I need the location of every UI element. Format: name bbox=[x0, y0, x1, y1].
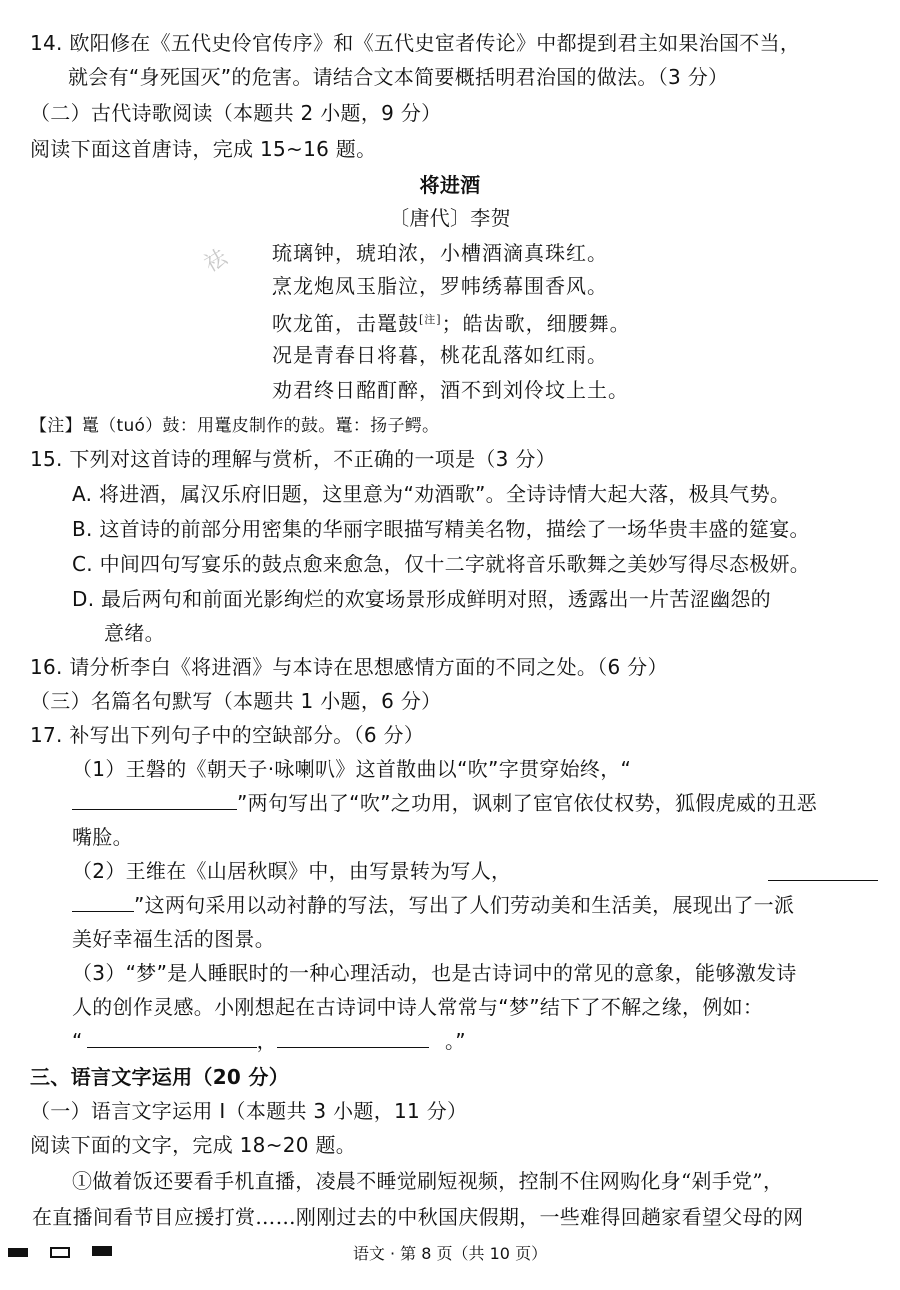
open-quote: “ bbox=[72, 1029, 83, 1053]
section-sub-heading-language-1: （一）语言文字运用 I（本题共 3 小题，11 分） bbox=[30, 1099, 468, 1123]
answer-blank-2[interactable] bbox=[768, 862, 878, 881]
q15-option-d-line-1: D. 最后两句和前面光影绚烂的欢宴场景形成鲜明对照，透露出一片苦涩幽怨的 bbox=[72, 587, 771, 611]
answer-blank-1[interactable] bbox=[72, 791, 237, 810]
section-heading-recitation: （三）名篇名句默写（本题共 1 小题，6 分） bbox=[30, 689, 442, 713]
q17-stem: 17. 补写出下列句子中的空缺部分。（6 分） bbox=[30, 723, 425, 747]
close-quote: 。” bbox=[444, 1029, 466, 1053]
language-instruction: 阅读下面的文字，完成 18~20 题。 bbox=[30, 1133, 357, 1157]
q15-option-b: B. 这首诗的前部分用密集的华丽字眼描写精美名物，描绘了一场华贵丰盛的筵宴。 bbox=[72, 517, 810, 541]
poem-title: 将进酒 bbox=[419, 173, 481, 197]
answer-blank-3[interactable] bbox=[72, 893, 134, 912]
q17-part-3-line-3 bbox=[72, 1028, 466, 1054]
q15-stem: 15. 下列对这首诗的理解与赏析，不正确的一项是（3 分） bbox=[30, 447, 556, 471]
q17-part-2-line-1: （2）王维在《山居秋暝》中，由写景转为写人， bbox=[72, 859, 512, 883]
q15-option-c: C. 中间四句写宴乐的鼓点愈来愈急，仅十二字就将音乐歌舞之美妙写得尽态极妍。 bbox=[72, 552, 811, 576]
page-footer: 语文 · 第 8 页（共 10 页） bbox=[352, 1244, 548, 1263]
q17-part-3-line-1: （3）“梦”是人睡眠时的一种心理活动，也是古诗词中的常见的意象，能够激发诗 bbox=[72, 961, 797, 985]
q15-option-d-line-2: 意绪。 bbox=[104, 621, 165, 645]
q17-part-1-line-2 bbox=[72, 790, 817, 816]
q17-part-1-line-3: 嘴脸。 bbox=[72, 825, 133, 849]
q17-part-1-line-1: （1）王磐的《朝天子·咏喇叭》这首散曲以“吹”字贯穿始终，“ bbox=[72, 757, 632, 781]
section-heading-poetry: （二）古代诗歌阅读（本题共 2 小题，9 分） bbox=[30, 101, 442, 125]
poem-footnote: 【注】鼍（tuó）鼓：用鼍皮制作的鼓。鼍：扬子鳄。 bbox=[30, 416, 440, 436]
q14-line-2: 就会有“身死国灭”的危害。请结合文本简要概括明君治国的做法。（3 分） bbox=[68, 65, 729, 89]
q17-part-2-line-2-text: ”这两句采用以动衬静的写法，写出了人们劳动美和生活美，展现出了一派 bbox=[134, 893, 795, 917]
poem-line-5: 劝君终日酩酊醉，酒不到刘伶坟上土。 bbox=[272, 378, 629, 402]
poem-author: 〔唐代〕李贺 bbox=[389, 206, 511, 230]
q17-part-3-line-2: 人的创作灵感。小刚想起在古诗词中诗人常常与“梦”结下了不解之缘，例如： bbox=[72, 995, 764, 1019]
q15-option-a: A. 将进酒，属汉乐府旧题，这里意为“劝酒歌”。全诗诗情大起大落，极具气势。 bbox=[72, 482, 791, 506]
watermark-mark: 祛 bbox=[200, 244, 232, 278]
poem-line-3-part-2: ；皓齿歌，细腰舞。 bbox=[441, 311, 631, 336]
poem-line-3 bbox=[272, 307, 631, 337]
poem-line-2: 烹龙炮凤玉脂泣，罗帏绣幕围香风。 bbox=[272, 274, 608, 298]
q16-stem: 16. 请分析李白《将进酒》与本诗在思想感情方面的不同之处。（6 分） bbox=[30, 655, 668, 679]
poem-line-1: 琉璃钟，琥珀浓，小槽酒滴真珠红。 bbox=[272, 241, 608, 265]
poetry-instruction: 阅读下面这首唐诗，完成 15~16 题。 bbox=[30, 137, 377, 161]
answer-blank-4[interactable] bbox=[87, 1029, 257, 1048]
passage-line-1: ①做着饭还要看手机直播，凌晨不睡觉刷短视频，控制不住网购化身“剁手党”， bbox=[72, 1169, 784, 1193]
q17-part-2-line-2 bbox=[72, 892, 794, 918]
q17-part-1-line-2-text: ”两句写出了“吹”之功用，讽刺了宦官依仗权势，狐假虎威的丑恶 bbox=[237, 791, 818, 815]
poem-line-4: 况是青春日将暮，桃花乱落如红雨。 bbox=[272, 343, 608, 367]
section-heading-language: 三、语言文字运用（20 分） bbox=[30, 1065, 289, 1089]
q14-line-1: 14. 欧阳修在《五代史伶官传序》和《五代史宦者传论》中都提到君主如果治国不当， bbox=[30, 31, 801, 55]
comma: ， bbox=[256, 1029, 277, 1053]
passage-line-2: 在直播间看节目应援打赏……刚刚过去的中秋国庆假期，一些难得回趟家看望父母的网 bbox=[32, 1205, 804, 1229]
q17-part-2-line-3: 美好幸福生活的图景。 bbox=[72, 927, 275, 951]
note-marker: [注] bbox=[419, 313, 442, 326]
poem-line-3-part-1: 吹龙笛，击鼍鼓 bbox=[272, 311, 419, 336]
answer-blank-5[interactable] bbox=[277, 1029, 429, 1048]
